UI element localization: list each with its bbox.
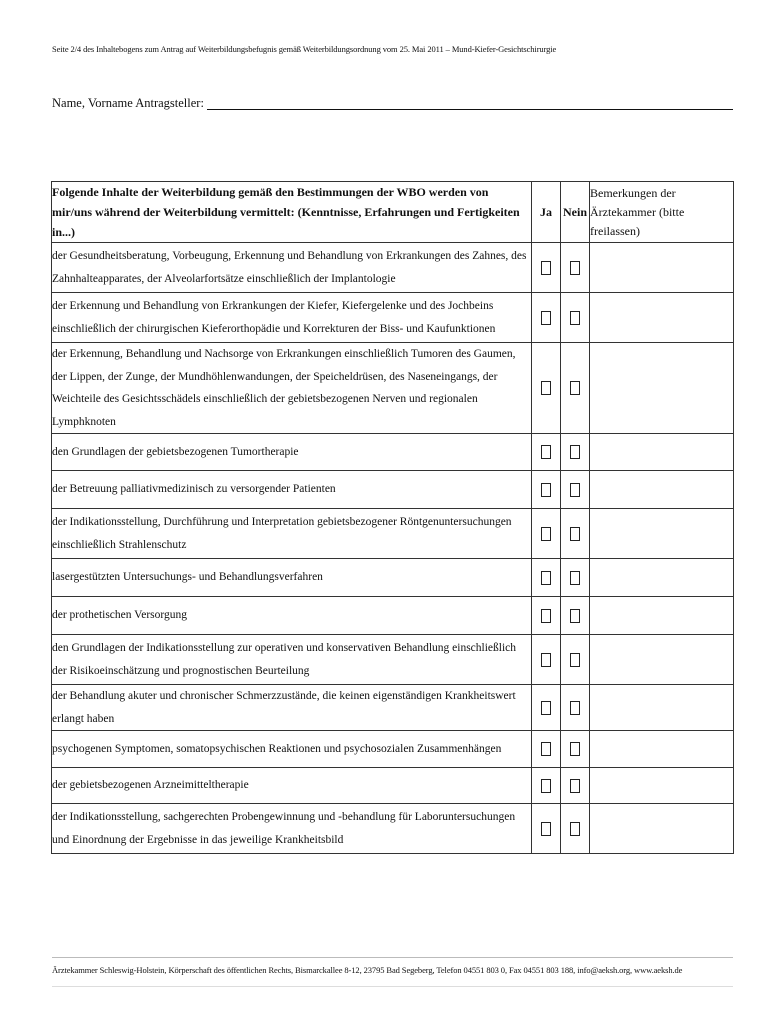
cell-nein [561, 768, 590, 804]
cell-nein [561, 685, 590, 731]
cell-nein [561, 243, 590, 293]
cell-ja [532, 471, 561, 509]
cell-nein [561, 804, 590, 854]
row-text: der Gesundheitsberatung, Vorbeugung, Erkennung und Behandlung von Erkrankungen des Zahnes, des Zahnhalteapparates, der Alveolarfortsätze einschließlich der Implantologie [52, 243, 532, 293]
ja-checkbox[interactable] [541, 527, 551, 541]
table-body [52, 243, 734, 854]
nein-checkbox[interactable] [570, 445, 580, 459]
cell-nein [561, 509, 590, 559]
cell-ja [532, 804, 561, 854]
nein-checkbox[interactable] [570, 381, 580, 395]
ja-checkbox[interactable] [541, 571, 551, 585]
content-table [51, 181, 734, 854]
cell-ja [532, 635, 561, 685]
nein-checkbox[interactable] [570, 742, 580, 756]
row-text: der prothetischen Versorgung [52, 597, 532, 635]
ja-checkbox[interactable] [541, 779, 551, 793]
cell-ja [532, 509, 561, 559]
bottom-divider [52, 986, 733, 987]
ja-checkbox[interactable] [541, 445, 551, 459]
nein-checkbox[interactable] [570, 483, 580, 497]
page-header: Seite 2/4 des Inhaltebogens zum Antrag auf Weiterbildungsbefugnis gemäß Weiterbildungsordnung vom 25. Mai 2011 – Mund-Kiefer-Gesichtschirurgie [52, 44, 557, 54]
cell-ja [532, 685, 561, 731]
table-row [52, 559, 734, 597]
table-row [52, 685, 734, 731]
remarks-cell [590, 804, 734, 854]
cell-nein [561, 471, 590, 509]
nein-checkbox[interactable] [570, 527, 580, 541]
remarks-cell [590, 768, 734, 804]
page-footer: Ärztekammer Schleswig-Holstein, Körperschaft des öffentlichen Rechts, Bismarckallee 8-12, 23795 Bad Segeberg, Telefon 04551 803 0, Fax 04551 803 188, info@aeksh.org, www.aeksh.de [52, 965, 683, 975]
remarks-cell [590, 243, 734, 293]
cell-nein [561, 731, 590, 768]
ja-checkbox[interactable] [541, 653, 551, 667]
table-header-row [52, 182, 734, 243]
cell-ja [532, 597, 561, 635]
ja-checkbox[interactable] [541, 701, 551, 715]
header-nein: Nein [561, 182, 590, 243]
ja-checkbox[interactable] [541, 311, 551, 325]
ja-checkbox[interactable] [541, 261, 551, 275]
nein-checkbox[interactable] [570, 822, 580, 836]
cell-ja [532, 768, 561, 804]
table-row [52, 635, 734, 685]
nein-checkbox[interactable] [570, 779, 580, 793]
row-text: der Behandlung akuter und chronischer Schmerzzustände, die keinen eigenständigen Krankheitswert erlangt haben [52, 685, 532, 731]
table-row [52, 343, 734, 434]
row-text: lasergestützten Untersuchungs- und Behandlungsverfahren [52, 559, 532, 597]
ja-checkbox[interactable] [541, 822, 551, 836]
row-text: der Betreuung palliativmedizinisch zu versorgender Patienten [52, 471, 532, 509]
remarks-cell [590, 685, 734, 731]
header-remarks: Bemerkungen der Ärztekammer (bitte freilassen) [590, 182, 734, 243]
table-row [52, 243, 734, 293]
row-text: den Grundlagen der Indikationsstellung zur operativen und konservativen Behandlung einschließlich der Risikoeinschätzung und prognostischen Beurteilung [52, 635, 532, 685]
remarks-cell [590, 597, 734, 635]
table-row [52, 293, 734, 343]
name-row [52, 94, 733, 110]
row-text: den Grundlagen der gebietsbezogenen Tumortherapie [52, 434, 532, 471]
ja-checkbox[interactable] [541, 742, 551, 756]
cell-nein [561, 434, 590, 471]
cell-nein [561, 293, 590, 343]
cell-nein [561, 343, 590, 434]
name-label: Name, Vorname Antragsteller: [52, 96, 204, 110]
nein-checkbox[interactable] [570, 609, 580, 623]
nein-checkbox[interactable] [570, 311, 580, 325]
name-field[interactable] [207, 96, 733, 110]
nein-checkbox[interactable] [570, 653, 580, 667]
cell-nein [561, 559, 590, 597]
table-row [52, 434, 734, 471]
remarks-cell [590, 293, 734, 343]
cell-ja [532, 293, 561, 343]
table-row [52, 509, 734, 559]
table-row [52, 804, 734, 854]
row-text: der Indikationsstellung, Durchführung und Interpretation gebietsbezogener Röntgenuntersuchungen einschließlich Strahlenschutz [52, 509, 532, 559]
remarks-cell [590, 471, 734, 509]
row-text: psychogenen Symptomen, somatopsychischen Reaktionen und psychosozialen Zusammenhängen [52, 731, 532, 768]
remarks-cell [590, 559, 734, 597]
cell-ja [532, 559, 561, 597]
cell-ja [532, 243, 561, 293]
table-row [52, 731, 734, 768]
cell-ja [532, 343, 561, 434]
cell-ja [532, 434, 561, 471]
table-row [52, 768, 734, 804]
footer-divider [52, 957, 733, 958]
row-text: der Erkennung und Behandlung von Erkrankungen der Kiefer, Kiefergelenke und des Jochbeins einschließlich der chirurgischen Kieferorthopädie und Korrekturen der Biss- und Kaufunktionen [52, 293, 532, 343]
table-row [52, 471, 734, 509]
table-row [52, 597, 734, 635]
nein-checkbox[interactable] [570, 571, 580, 585]
ja-checkbox[interactable] [541, 381, 551, 395]
cell-ja [532, 731, 561, 768]
row-text: der gebietsbezogenen Arzneimitteltherapie [52, 768, 532, 804]
remarks-cell [590, 509, 734, 559]
header-ja: Ja [532, 182, 561, 243]
cell-nein [561, 635, 590, 685]
nein-checkbox[interactable] [570, 261, 580, 275]
cell-nein [561, 597, 590, 635]
ja-checkbox[interactable] [541, 483, 551, 497]
remarks-cell [590, 731, 734, 768]
nein-checkbox[interactable] [570, 701, 580, 715]
remarks-cell [590, 434, 734, 471]
remarks-cell [590, 635, 734, 685]
ja-checkbox[interactable] [541, 609, 551, 623]
remarks-cell [590, 343, 734, 434]
header-text: Folgende Inhalte der Weiterbildung gemäß den Bestimmungen der WBO werden von mir/uns während der Weiterbildung vermittelt: (Kenntnisse, Erfahrungen und Fertigkeiten in...) [52, 182, 532, 243]
row-text: der Indikationsstellung, sachgerechten Probengewinnung und -behandlung für Laboruntersuchungen und Einordnung der Ergebnisse in das jeweilige Krankheitsbild [52, 804, 532, 854]
row-text: der Erkennung, Behandlung und Nachsorge von Erkrankungen einschließlich Tumoren des Gaumen, der Lippen, der Zunge, der Mundhöhlenwandungen, der Speicheldrüsen, des Naseneingangs, der Weichteile des Gesichtsschädels einschließlich der gebietsbezogenen Nerven und regionalen Lymphknoten [52, 343, 532, 434]
